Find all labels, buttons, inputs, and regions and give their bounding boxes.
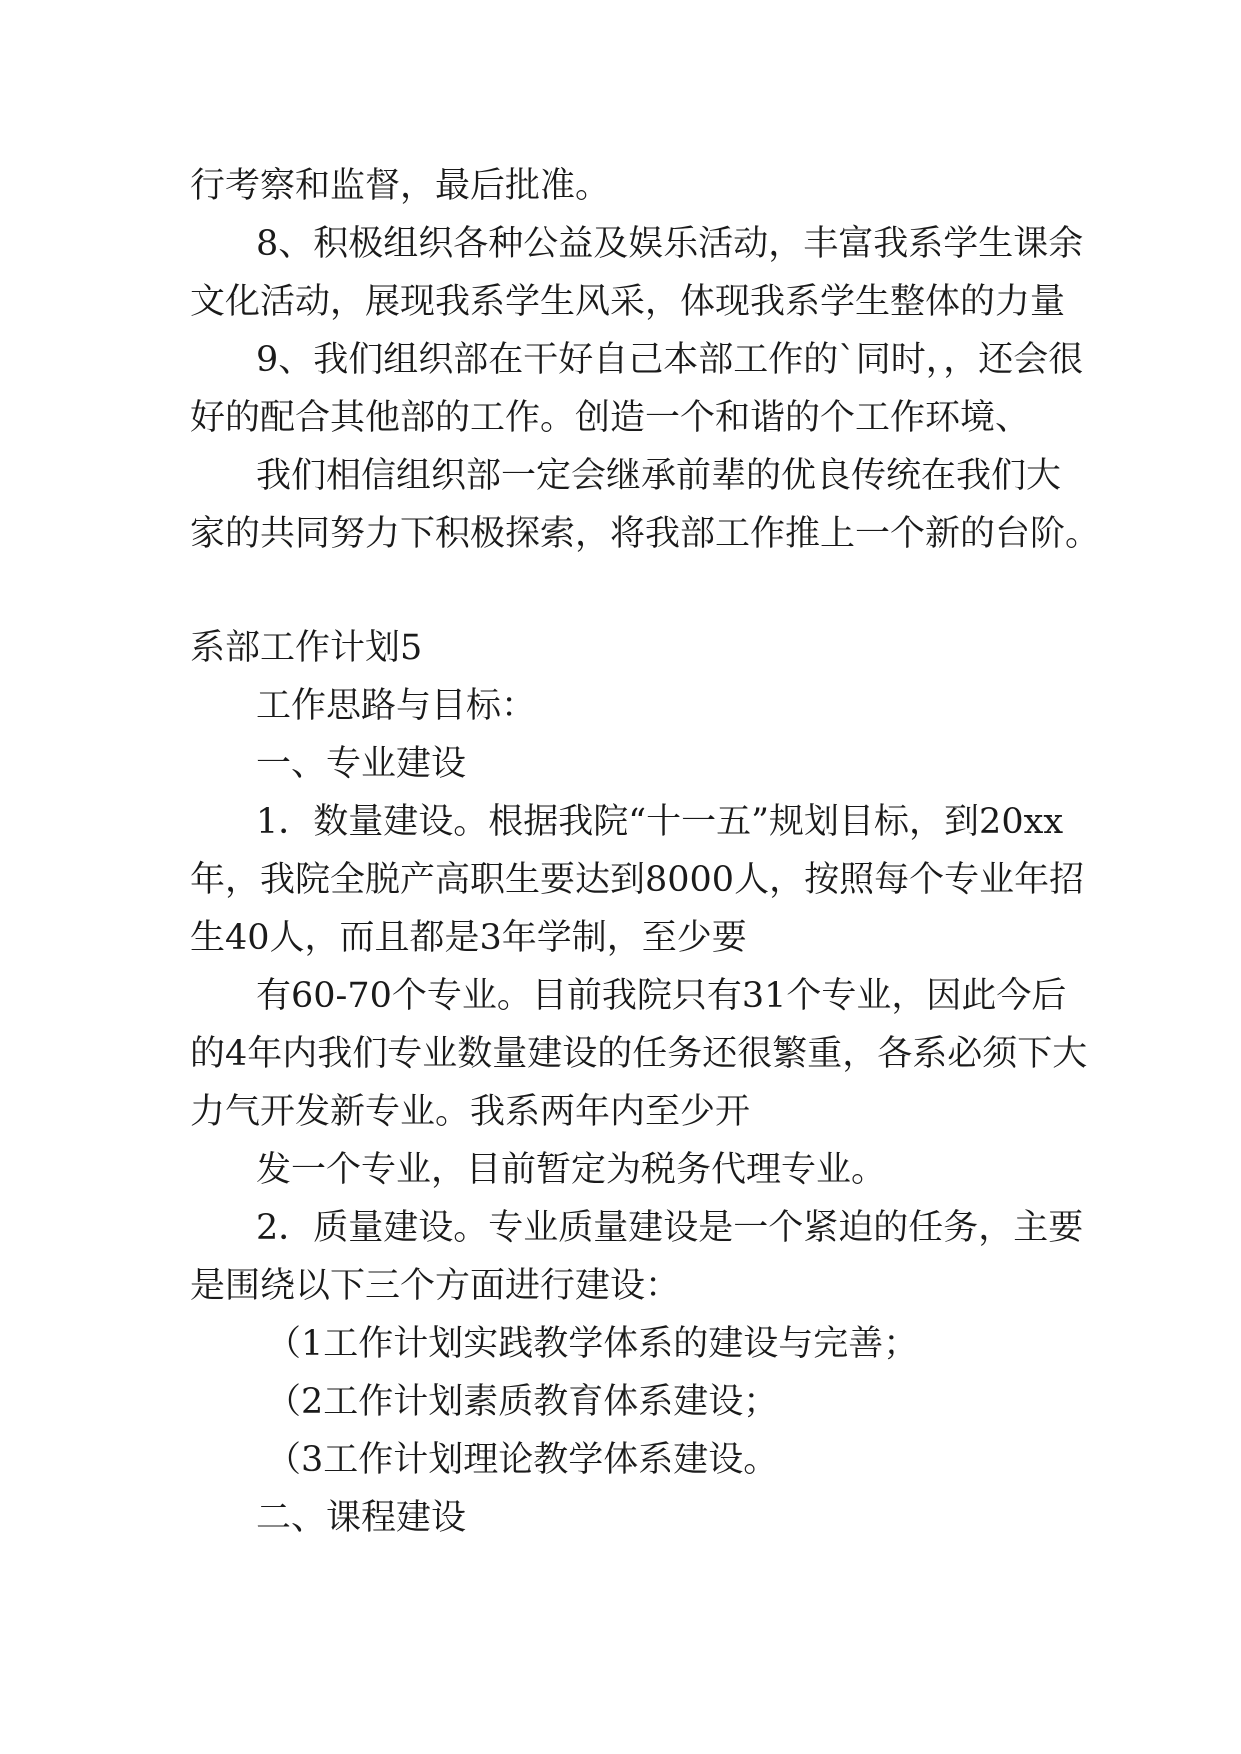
section-heading: 一、专业建设 (256, 744, 467, 784)
paragraph-line: 2．质量建设。专业质量建设是一个紧迫的任务，主要 (256, 1208, 1084, 1248)
paragraph-line: 生40人，而且都是3年学制，至少要 (190, 918, 747, 958)
paragraph-line: 8、积极组织各种公益及娱乐活动，丰富我系学生课余 (256, 224, 1084, 264)
section-heading: 二、课程建设 (256, 1498, 467, 1538)
list-item: （1工作计划实践教学体系的建设与完善； (266, 1324, 919, 1364)
section-title: 系部工作计划5 (190, 628, 423, 668)
list-item: （2工作计划素质教育体系建设； (266, 1382, 779, 1422)
paragraph-line: 1．数量建设。根据我院“十一五”规划目标，到20xx (256, 802, 1064, 842)
paragraph-line: 9、我们组织部在干好自己本部工作的`同时，，还会很 (256, 340, 1084, 380)
paragraph-line: 有60-70个专业。目前我院只有31个专业，因此今后 (256, 976, 1067, 1016)
paragraph-line: 文化活动，展现我系学生风采，体现我系学生整体的力量 (190, 282, 1066, 322)
paragraph-line: 力气开发新专业。我系两年内至少开 (190, 1092, 751, 1132)
paragraph-line: 工作思路与目标： (256, 686, 537, 726)
list-item: （3工作计划理论教学体系建设。 (266, 1440, 779, 1480)
paragraph-line: 年，我院全脱产高职生要达到8000人，按照每个专业年招 (190, 860, 1085, 900)
paragraph-line: 是围绕以下三个方面进行建设： (190, 1266, 681, 1306)
paragraph-line: 好的配合其他部的工作。创造一个和谐的个工作环境、 (190, 398, 1031, 438)
paragraph-line: 家的共同努力下积极探索，将我部工作推上一个新的台阶。 (190, 514, 1101, 554)
paragraph-line: 发一个专业，目前暂定为税务代理专业。 (256, 1150, 887, 1190)
paragraph-line: 的4年内我们专业数量建设的任务还很繁重，各系必须下大 (190, 1034, 1088, 1074)
paragraph-line: 我们相信组织部一定会继承前辈的优良传统在我们大 (256, 456, 1062, 496)
paragraph-line: 行考察和监督，最后批准。 (190, 166, 611, 206)
